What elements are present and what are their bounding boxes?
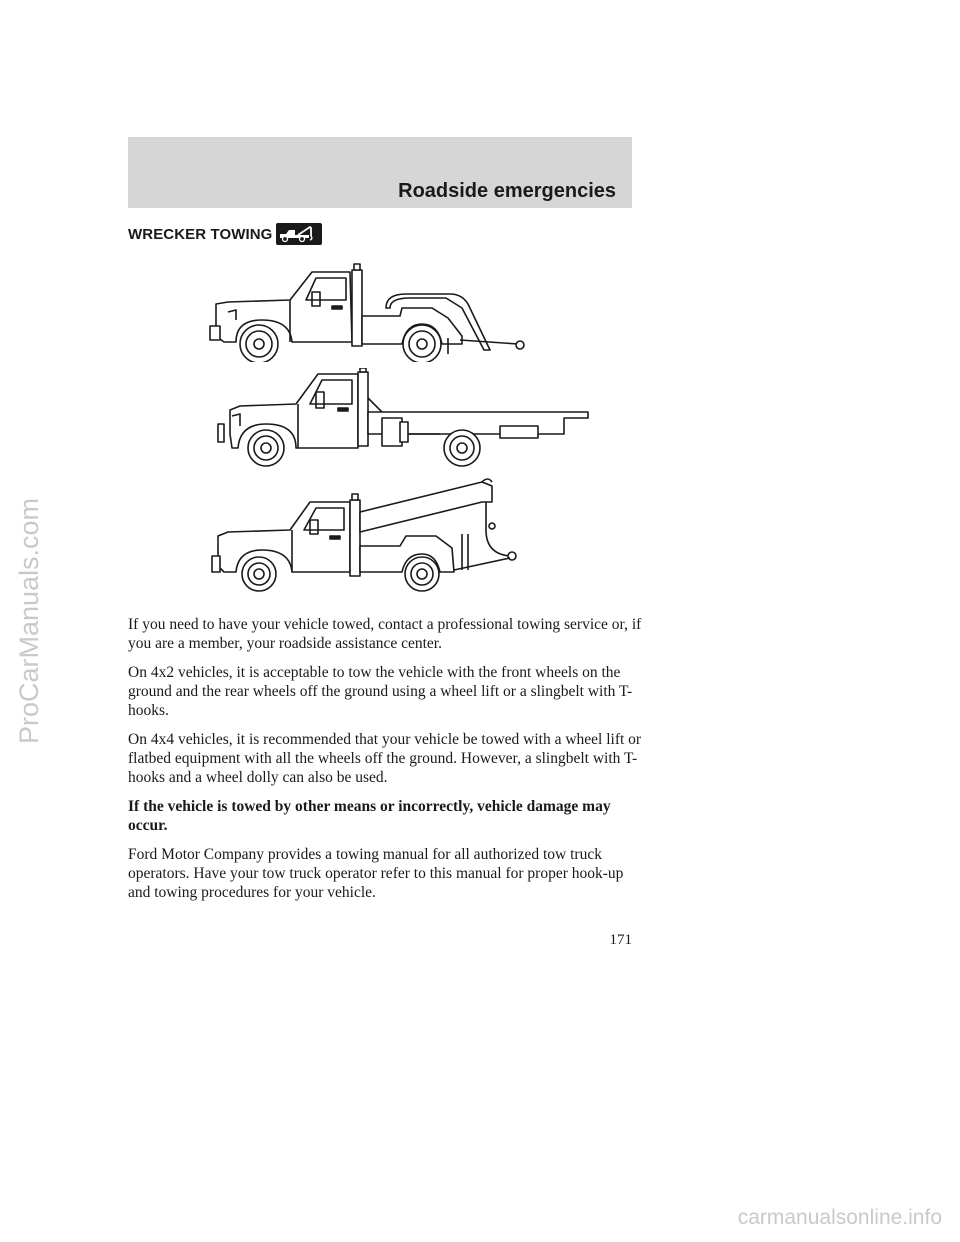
watermark xyxy=(4,0,54,1242)
heading-row xyxy=(128,222,322,246)
tow-truck-icon xyxy=(276,223,322,245)
page-number: 171 xyxy=(609,932,632,948)
body-text xyxy=(128,615,648,912)
wheel-lift-tow-truck-illustration xyxy=(200,262,540,362)
paragraph: On 4x2 vehicles, it is acceptable to tow the vehicle with the front wheels on the ground and the rear wheels off the ground using a wheel lift or a slingbelt with T-hooks. xyxy=(128,664,633,719)
paragraph: On 4x4 vehicles, it is recommended that your vehicle be towed with a wheel lift or flatbed equipment with all the wheels off the ground. However, a slingbelt with T-hooks and a wheel dolly can also be used. xyxy=(128,731,642,786)
footer-url: carmanualsonline.info xyxy=(737,1206,942,1229)
section-title: Roadside emergencies xyxy=(398,180,616,202)
boom-hook-tow-truck-illustration xyxy=(200,474,540,592)
flatbed-tow-truck-illustration xyxy=(200,368,600,470)
paragraph: If you need to have your vehicle towed, contact a professional towing service or, if you are a member, your roadside assistance center. xyxy=(128,616,642,652)
section-heading: WRECKER TOWING xyxy=(128,225,273,243)
header-band xyxy=(128,137,632,208)
paragraph: Ford Motor Company provides a towing manual for all authorized tow truck operators. Have your tow truck operator refer to this manual for proper hook-up and towing procedures for your vehicle. xyxy=(128,846,624,901)
watermark-text: ProCarManuals.com xyxy=(13,497,44,745)
warning-paragraph: If the vehicle is towed by other means or incorrectly, vehicle damage may occur. xyxy=(128,798,611,834)
